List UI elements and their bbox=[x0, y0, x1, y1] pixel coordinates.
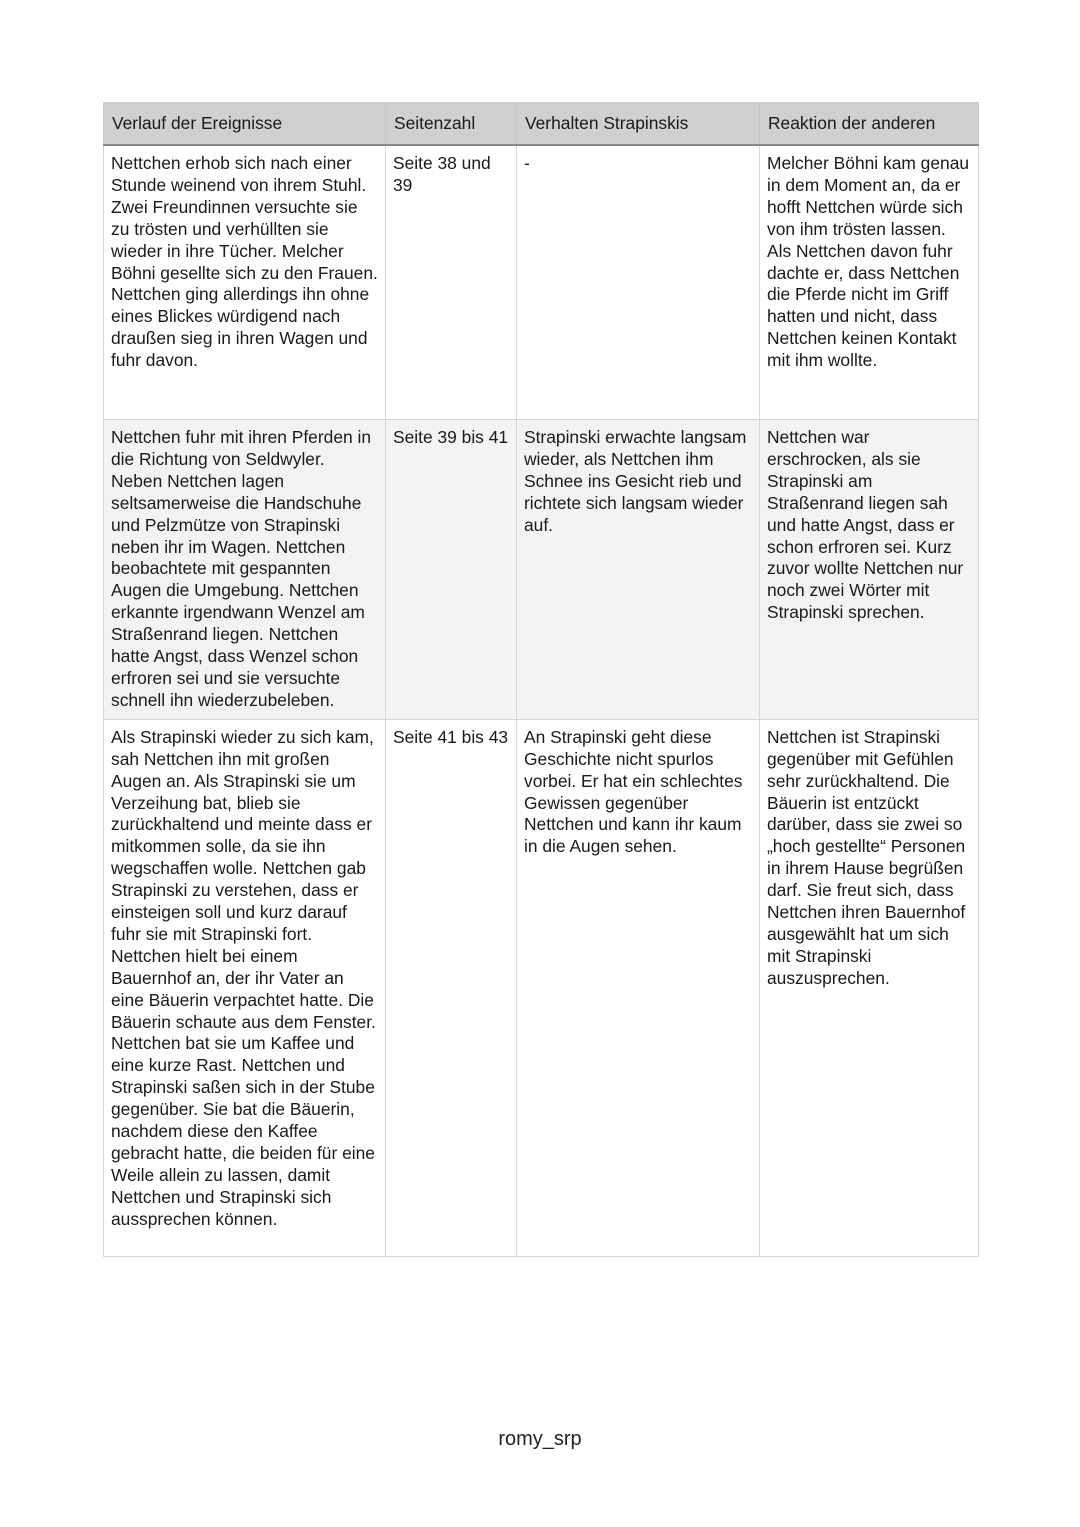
cell-strapinski: Strapinski erwachte langsam wieder, als Nettchen ihm Schnee ins Gesicht rieb und richtete sich langsam wieder auf. bbox=[517, 420, 760, 720]
cell-others: Melcher Böhni kam genau in dem Moment an, da er hofft Nettchen würde sich von ihm trösten lassen. Als Nettchen davon fuhr dachte er, dass Nettchen die Pferde nicht im Griff hatten und nicht, dass Nettchen keinen Kontakt mit ihm wollte. bbox=[760, 145, 979, 420]
table-header-row bbox=[104, 103, 979, 146]
cell-pages: Seite 39 bis 41 bbox=[386, 420, 517, 720]
header-strapinski: Verhalten Strapinskis bbox=[517, 103, 760, 146]
table-row bbox=[104, 719, 979, 1256]
cell-strapinski: - bbox=[517, 145, 760, 420]
table-row bbox=[104, 145, 979, 420]
cell-strapinski: An Strapinski geht diese Geschichte nicht spurlos vorbei. Er hat ein schlechtes Gewissen gegenüber Nettchen und kann ihr kaum in die Augen sehen. bbox=[517, 719, 760, 1256]
header-pages: Seitenzahl bbox=[386, 103, 517, 146]
cell-others: Nettchen ist Strapinski gegenüber mit Gefühlen sehr zurückhaltend. Die Bäuerin ist entzückt darüber, dass sie zwei so „hoch gestellte“ Personen in ihrem Hause begrüßen darf. Sie freut sich, dass Nettchen ihren Bauernhof ausgewählt hat um sich mit Strapinski auszusprechen. bbox=[760, 719, 979, 1256]
header-others: Reaktion der anderen bbox=[760, 103, 979, 146]
cell-events: Als Strapinski wieder zu sich kam, sah Nettchen ihn mit großen Augen an. Als Strapinski sie um Verzeihung bat, blieb sie zurückhaltend und meinte dass er mitkommen solle, da sie ihn wegschaffen wolle. Nettchen gab Strapinski zu verstehen, dass er einsteigen soll und kurz darauf fuhr sie mit Strapinski fort. Nettchen hielt bei einem Bauernhof an, der ihr Vater an eine Bäuerin verpachtet hatte. Die Bäuerin schaute aus dem Fenster. Nettchen bat sie um Kaffee und eine kurze Rast. Nettchen und Strapinski saßen sich in der Stube gegenüber. Sie bat die Bäuerin, nachdem diese den Kaffee gebracht hatte, die beiden für eine Weile allein zu lassen, damit Nettchen und Strapinski sich aussprechen können. bbox=[104, 719, 386, 1256]
cell-pages: Seite 38 und 39 bbox=[386, 145, 517, 420]
cell-pages: Seite 41 bis 43 bbox=[386, 719, 517, 1256]
events-table bbox=[103, 102, 979, 1257]
cell-events: Nettchen erhob sich nach einer Stunde weinend von ihrem Stuhl. Zwei Freundinnen versuchte sie zu trösten und verhüllten sie wieder in ihre Tücher. Melcher Böhni gesellte sich zu den Frauen. Nettchen ging allerdings ihn ohne eines Blickes würdigend nach draußen sieg in ihren Wagen und fuhr davon. bbox=[104, 145, 386, 420]
author-footer: romy_srp bbox=[498, 1428, 582, 1450]
cell-others: Nettchen war erschrocken, als sie Strapinski am Straßenrand liegen sah und hatte Angst, dass er schon erfroren sei. Kurz zuvor wollte Nettchen nur noch zwei Wörter mit Strapinski sprechen. bbox=[760, 420, 979, 720]
table-row bbox=[104, 420, 979, 720]
header-events: Verlauf der Ereignisse bbox=[104, 103, 386, 146]
cell-events: Nettchen fuhr mit ihren Pferden in die Richtung von Seldwyler. Neben Nettchen lagen seltsamerweise die Handschuhe und Pelzmütze von Strapinski neben ihr im Wagen. Nettchen beobachtete mit gespannten Augen die Umgebung. Nettchen erkannte irgendwann Wenzel am Straßenrand liegen. Nettchen hatte Angst, dass Wenzel schon erfroren sei und sie versuchte schnell ihn wiederzubeleben. bbox=[104, 420, 386, 720]
